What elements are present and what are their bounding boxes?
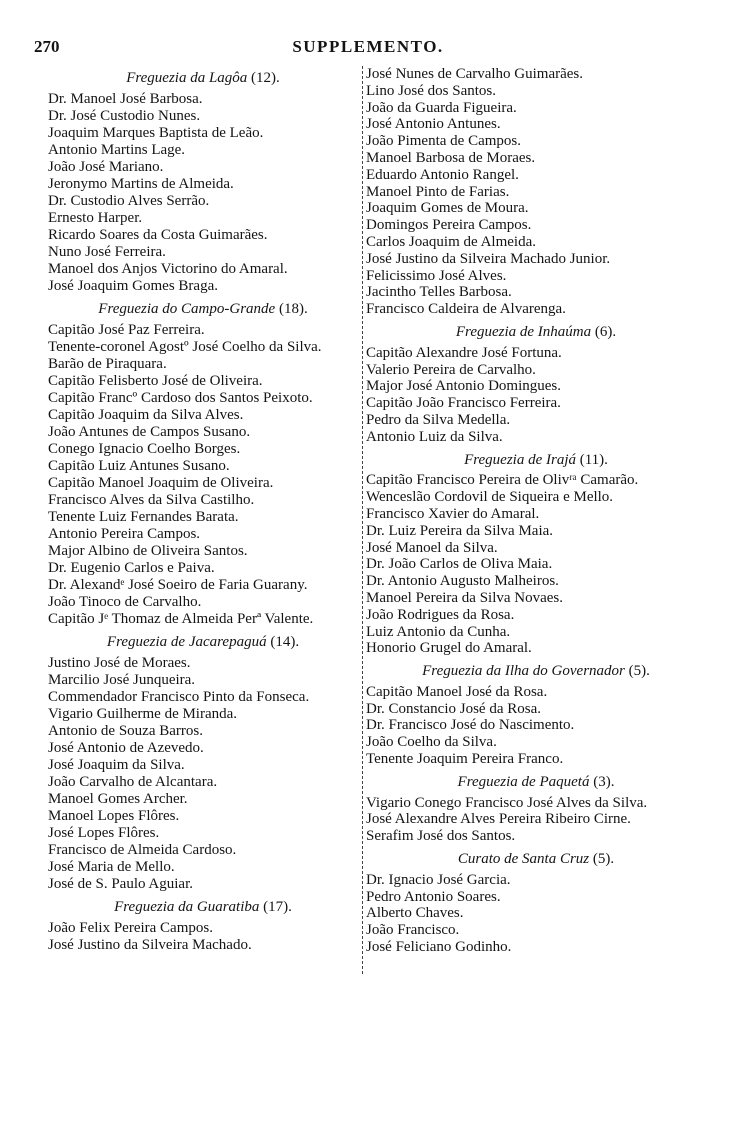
parish-section: [46, 70, 360, 295]
list-item: Vigario Conego Francisco José Alves da Silva.: [366, 794, 648, 811]
list-item: João Rodrigues da Rosa.: [366, 606, 515, 623]
parish-count: (17).: [263, 899, 292, 915]
parish-count: (14).: [270, 634, 300, 650]
parish-section: [366, 774, 706, 845]
list-item: João Pimenta de Campos.: [366, 133, 521, 150]
list-item: João Francisco.: [366, 922, 460, 939]
parish-name: Freguezia de Paquetá: [457, 773, 590, 790]
list-item: José de S. Paulo Aguiar.: [48, 876, 193, 892]
list-item: João Coelho da Silva.: [366, 734, 497, 751]
list-item: Manoel Gomes Archer.: [48, 791, 188, 807]
list-item: Lino José dos Santos.: [366, 82, 497, 99]
list-item: Capitão Jᵉ Thomaz de Almeida Perª Valente.: [48, 611, 314, 627]
list-item: Dr. Alexandᵉ José Soeiro de Faria Guarany.: [48, 577, 308, 593]
list-item: Pedro Antonio Soares.: [366, 888, 501, 905]
list-item: Conego Ignacio Coelho Borges.: [48, 441, 241, 457]
list-item: Capitão Manoel José da Rosa.: [366, 683, 548, 700]
list-item: Tenente-coronel Agostº José Coelho da Silva.: [48, 339, 322, 355]
list-item: Tenente Luiz Fernandes Barata.: [48, 509, 239, 525]
list-item: José Justino da Silveira Machado.: [48, 937, 252, 953]
parish-count: (12).: [251, 70, 280, 86]
parish-section: [366, 324, 706, 446]
list-item: José Manoel da Silva.: [366, 539, 498, 556]
parish-name: Freguezia da Ilha do Governador: [422, 663, 625, 680]
list-item: Manoel dos Anjos Victorino do Amaral.: [48, 261, 288, 277]
list-item: João Antunes de Campos Susano.: [48, 424, 251, 440]
list-item: Dr. Custodio Alves Serrão.: [48, 193, 210, 209]
list-item: Serafim José dos Santos.: [366, 828, 516, 845]
list-item: Dr. Francisco José do Nascimento.: [366, 717, 575, 734]
list-item: Commendador Francisco Pinto da Fonseca.: [48, 689, 310, 705]
parish-heading: [366, 851, 706, 868]
list-item: Capitão Francisco Pereira de Olivʳᵃ Camarão.: [366, 472, 639, 489]
parish-count: (18).: [278, 301, 308, 317]
parish-heading: [366, 774, 706, 791]
list-item: Capitão Manoel Joaquim de Oliveira.: [48, 475, 274, 491]
list-item: Vigario Guilherme de Miranda.: [48, 706, 238, 722]
list-item: Barão de Piraquara.: [48, 356, 167, 372]
list-item: Nuno José Ferreira.: [48, 244, 166, 260]
list-item: João Carvalho de Alcantara.: [48, 774, 218, 790]
list-item: Dr. José Custodio Nunes.: [48, 108, 201, 124]
list-item: Dr. Manoel José Barbosa.: [48, 91, 203, 107]
list-item: Capitão Luiz Antunes Susano.: [48, 458, 230, 474]
parish-heading: [46, 634, 360, 651]
list-item: João da Guarda Figueira.: [366, 99, 517, 116]
list-item: Jacintho Telles Barbosa.: [366, 284, 512, 301]
list-item: Ernesto Harper.: [48, 210, 143, 226]
parish-section: [366, 452, 706, 658]
list-item: Dr. Eugenio Carlos e Paiva.: [48, 560, 215, 576]
list-item: Antonio Pereira Campos.: [48, 526, 201, 542]
list-item: Manoel Pinto de Farias.: [366, 183, 510, 200]
parish-section: [46, 899, 360, 954]
right-column: [366, 66, 706, 962]
parish-name: Freguezia de Inhaúma: [455, 323, 592, 340]
list-item: Joaquim Gomes de Moura.: [366, 200, 529, 217]
list-item: Major José Antonio Domingues.: [366, 378, 561, 395]
list-item: Capitão Felisberto José de Oliveira.: [48, 373, 263, 389]
parish-heading: [46, 899, 360, 916]
list-item: Ricardo Soares da Costa Guimarães.: [48, 227, 268, 243]
list-item: José Alexandre Alves Pereira Ribeiro Cirne.: [366, 811, 631, 828]
parish-count: (11).: [579, 451, 608, 468]
list-item: Tenente Joaquim Pereira Franco.: [366, 751, 564, 768]
parish-heading: [46, 70, 360, 87]
list-item: Francisco de Almeida Cardoso.: [48, 842, 237, 858]
list-item: Antonio Luiz da Silva.: [366, 428, 503, 445]
list-item: Eduardo Antonio Rangel.: [366, 166, 519, 183]
parish-name: Freguezia do Campo-Grande: [98, 301, 276, 317]
parish-name: Freguezia de Irajá: [464, 451, 576, 468]
parish-heading: [46, 301, 360, 318]
list-item: Domingos Pereira Campos.: [366, 217, 532, 234]
list-item: Dr. Ignacio José Garcia.: [366, 871, 511, 888]
list-item: Marcilio José Junqueira.: [48, 672, 196, 688]
parish-section: [366, 663, 706, 768]
running-title: SUPPLEMENTO.: [292, 37, 444, 56]
list-item: Capitão João Francisco Ferreira.: [366, 395, 561, 412]
list-item: José Lopes Flôres.: [48, 825, 160, 841]
list-item: João José Mariano.: [48, 159, 164, 175]
list-item: José Maria de Mello.: [48, 859, 175, 875]
list-item: Francisco Alves da Silva Castilho.: [48, 492, 255, 508]
column-divider: [362, 66, 363, 974]
list-item: Joaquim Marques Baptista de Leão.: [48, 125, 264, 141]
parish-name: Curato de Santa Cruz: [457, 851, 590, 868]
list-item: Valerio Pereira de Carvalho.: [366, 361, 536, 378]
parish-section: [366, 66, 706, 318]
page-number: 270: [34, 37, 60, 56]
list-item: Capitão José Paz Ferreira.: [48, 322, 205, 338]
parish-heading: [366, 452, 706, 469]
list-item: Dr. Antonio Augusto Malheiros.: [366, 573, 559, 590]
parish-count: (3).: [593, 773, 615, 790]
parish-count: (6).: [594, 323, 617, 340]
list-item: João Felix Pereira Campos.: [48, 920, 213, 936]
parish-name: Freguezia da Lagôa: [126, 70, 248, 86]
list-item: Capitão Alexandre José Fortuna.: [366, 344, 562, 361]
list-item: Honorio Grugel do Amaral.: [366, 640, 532, 657]
list-item: Francisco Caldeira de Alvarenga.: [366, 301, 566, 318]
list-item: José Antonio de Azevedo.: [48, 740, 204, 756]
list-item: Francisco Xavier do Amaral.: [366, 505, 540, 522]
list-item: Dr. Luiz Pereira da Silva Maia.: [366, 522, 554, 539]
parish-count: (5).: [592, 851, 615, 868]
list-item: Manoel Lopes Flôres.: [48, 808, 180, 824]
parish-name: Freguezia de Jacarepaguá: [106, 634, 267, 650]
parish-heading: [366, 663, 706, 680]
list-item: Luiz Antonio da Cunha.: [366, 623, 511, 640]
list-item: Jeronymo Martins de Almeida.: [48, 176, 234, 192]
left-column: [46, 68, 360, 960]
list-item: José Joaquim Gomes Braga.: [48, 278, 218, 294]
list-item: Dr. Constancio José da Rosa.: [366, 700, 541, 717]
list-item: Dr. João Carlos de Oliva Maia.: [366, 556, 553, 573]
parish-section: [366, 851, 706, 956]
list-item: Justino José de Moraes.: [48, 655, 191, 671]
list-item: João Tinoco de Carvalho.: [48, 594, 202, 610]
list-item: Antonio Martins Lage.: [48, 142, 186, 158]
parish-section: [46, 301, 360, 628]
list-item: José Joaquim da Silva.: [48, 757, 185, 773]
list-item: Wenceslão Cordovil de Siqueira e Mello.: [366, 489, 614, 506]
list-item: José Nunes de Carvalho Guimarães.: [366, 66, 584, 82]
parish-heading: [366, 324, 706, 341]
list-item: Alberto Chaves.: [366, 905, 464, 922]
list-item: Capitão Joaquim da Silva Alves.: [48, 407, 244, 423]
list-item: José Antonio Antunes.: [366, 116, 501, 133]
list-item: Pedro da Silva Medella.: [366, 411, 511, 428]
list-item: Antonio de Souza Barros.: [48, 723, 203, 739]
list-item: José Justino da Silveira Machado Junior.: [366, 250, 611, 267]
list-item: José Feliciano Godinho.: [366, 939, 512, 956]
list-item: Major Albino de Oliveira Santos.: [48, 543, 248, 559]
parish-section: [46, 634, 360, 893]
list-item: Manoel Barbosa de Moraes.: [366, 149, 536, 166]
parish-count: (5).: [628, 663, 650, 680]
list-item: Carlos Joaquim de Almeida.: [366, 233, 536, 250]
list-item: Manoel Pereira da Silva Novaes.: [366, 589, 564, 606]
list-item: Capitão Francº Cardoso dos Santos Peixoto.: [48, 390, 313, 406]
list-item: Felicissimo José Alves.: [366, 267, 507, 284]
parish-name: Freguezia da Guaratiba: [114, 899, 260, 915]
